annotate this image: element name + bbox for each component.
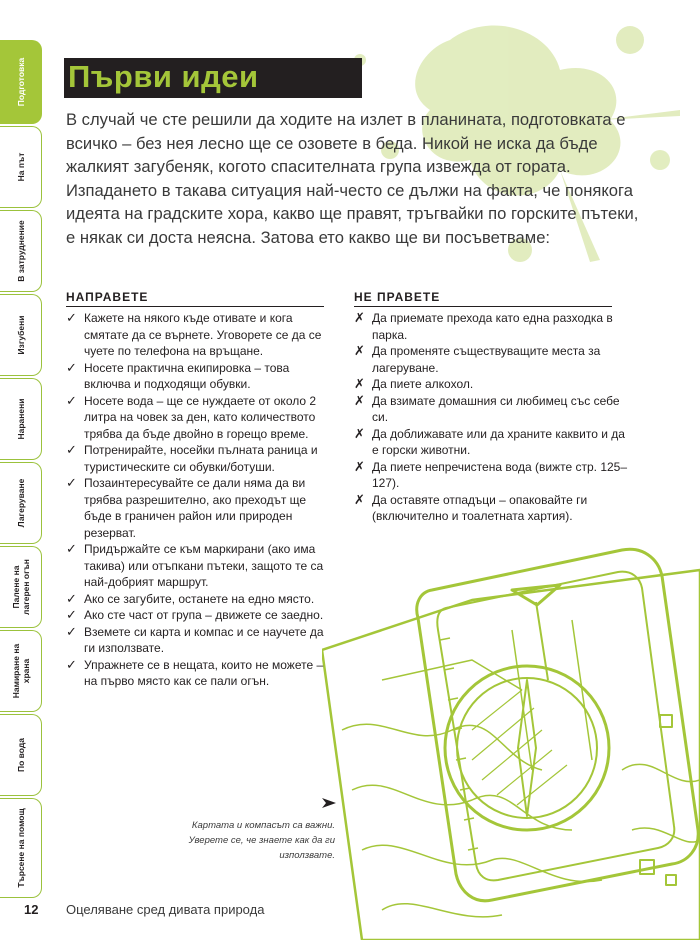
figure-caption: Картата и компасът са важни. Уверете се, че знаете как да ги използвате.	[188, 820, 335, 861]
page-title: Първи идеи	[68, 59, 259, 94]
caption-arrow-icon	[322, 798, 336, 808]
list-item: ✗ Да взимате домашния си любимец със себе си.	[354, 392, 620, 424]
do-list	[66, 310, 336, 690]
list-item: ✓ Ако сте част от група – движете се заедно.	[66, 607, 324, 622]
list-item: ✗ Да доближавате или да храните каквито и да е горски животни.	[354, 425, 625, 457]
book-title: Оцеляване сред дивата природа	[66, 902, 265, 917]
list-item: ✓ Позаинтересувайте се дали няма да ви трябва разрешително, ако преходът ще бъде в граничен район или природен резерват.	[66, 475, 307, 540]
dont-heading: НЕ ПРАВЕТЕ	[354, 290, 612, 307]
tab-label: По вода	[15, 738, 26, 772]
cross-icon: ✗	[354, 392, 365, 408]
map-compass-illustration	[322, 530, 700, 940]
tab-label: Намиране на храна	[10, 643, 31, 699]
dont-list	[354, 310, 629, 525]
list-item: ✓ Носете практична екипировка – това включва и подходящи обувки.	[66, 359, 290, 391]
list-item: ✓ Потренирайте, носейки пълната раница и туристическите си обувки/ботуши.	[66, 442, 318, 474]
check-icon: ✓	[66, 607, 77, 622]
list-item: ✗ Да приемате прехода като една разходка в парка.	[354, 310, 613, 342]
tab-label: Подготовка	[15, 57, 26, 107]
cross-icon: ✗	[354, 458, 365, 474]
tab-izgubeni[interactable]	[0, 294, 42, 376]
tab-label: Търсене на помощ	[15, 808, 26, 888]
intro-paragraph: В случай че сте решили да ходите на излет в планината, подготовката е всичко – без нея лесно ще се озовете в беда. Никой не иска да бъде жалкият загубеняк, когото спасителната група извежда от гората. Изпадането в такава ситуация най-често се дължи на факта, че понякога идеята на градските хора, какво ще правят, тръгвайки по горските пътеки, е някак си доста неясна. Затова ето какво ще ви посъветваме:	[66, 110, 639, 247]
list-item: ✓ Придържайте се към маркирани (ако има такива) или отъпкани пътеки, защото те са най-добрият маршрут.	[66, 541, 324, 589]
tab-v-zatrudnenie[interactable]	[0, 210, 42, 292]
tab-lageruvane[interactable]	[0, 462, 42, 544]
tab-label: В затруднение	[15, 220, 26, 282]
check-icon: ✓	[66, 590, 77, 606]
list-item: ✓ Носете вода – ще се нуждаете от около 2 литра на човек за ден, като количеството трябва да бъде двойно в горещо време.	[66, 392, 317, 441]
tab-tarsene-na-pomosht[interactable]	[0, 798, 42, 898]
list-item: ✗ Да пиете алкохол.	[354, 376, 474, 391]
tab-label: На път	[15, 152, 26, 182]
check-icon: ✓	[66, 656, 77, 672]
check-icon: ✓	[66, 442, 77, 457]
page-number: 12	[24, 902, 39, 917]
tab-podgotovka[interactable]	[0, 40, 42, 124]
tab-label: Изгубени	[15, 315, 26, 355]
page-title-bar	[64, 58, 362, 98]
check-icon: ✓	[66, 541, 77, 556]
tab-namirane-na-hrana[interactable]	[0, 630, 42, 712]
list-item: ✗ Да пиете непречистена вода (вижте стр. 125–127).	[354, 458, 628, 490]
tab-label: Лагеруване	[15, 478, 26, 528]
cross-icon: ✗	[354, 425, 365, 441]
check-icon: ✓	[66, 623, 77, 639]
check-icon: ✓	[66, 475, 77, 490]
tab-label: Палене на лагерен огън	[10, 559, 31, 615]
check-icon: ✓	[66, 310, 77, 325]
tab-palene-na-ogan[interactable]	[0, 546, 42, 628]
check-icon: ✓	[66, 392, 77, 408]
list-item: ✓ Упражнете се в нещата, които не можете – на първо място как се пали огън.	[66, 656, 324, 688]
list-item: ✓ Вземете си карта и компас и се научете да ги използвате.	[66, 623, 324, 655]
list-item: ✓ Кажете на някого къде отивате и кога смятате да се върнете. Уговорете се да се чуете по телефона на връщане.	[66, 310, 322, 358]
cross-icon: ✗	[354, 343, 365, 358]
list-item: ✓ Ако се загубите, останете на едно място.	[66, 590, 315, 606]
cross-icon: ✗	[354, 491, 365, 507]
cross-icon: ✗	[354, 376, 365, 391]
tab-label: Наранени	[15, 398, 26, 440]
tab-po-voda[interactable]	[0, 714, 42, 796]
tab-na-pat[interactable]	[0, 126, 42, 208]
do-heading: НАПРАВЕТЕ	[66, 290, 324, 307]
tab-naraneni[interactable]	[0, 378, 42, 460]
list-item: ✗ Да оставяте отпадъци – опаковайте ги (включително и тоалетната хартия).	[354, 491, 588, 523]
cross-icon: ✗	[354, 310, 365, 325]
check-icon: ✓	[66, 359, 77, 375]
list-item: ✗ Да променяте съществуващите места за лагеруване.	[354, 343, 601, 375]
chapter-tabs	[0, 40, 44, 900]
